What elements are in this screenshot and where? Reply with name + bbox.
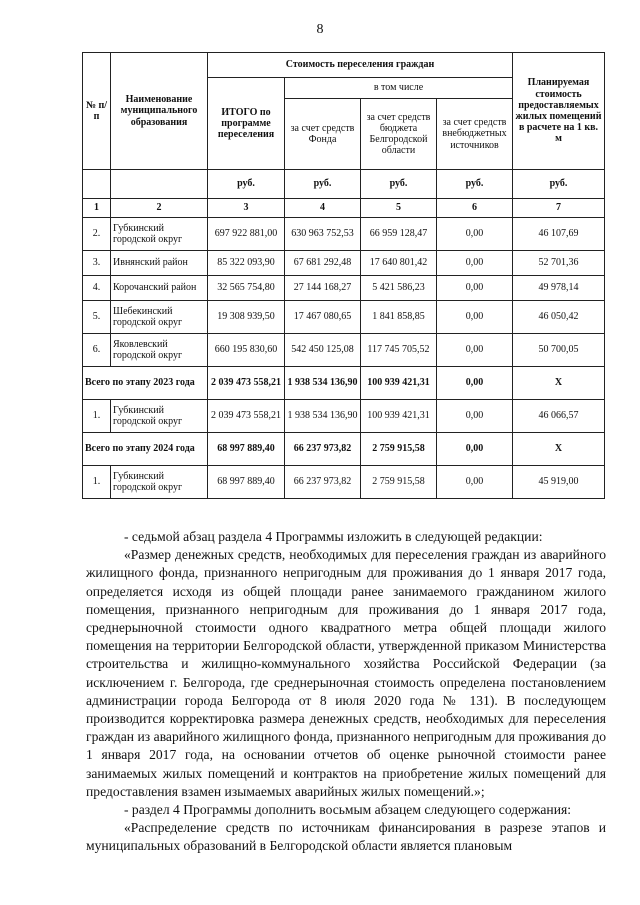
table-row xyxy=(83,218,605,251)
row-num: 5. xyxy=(83,301,111,334)
stage-total: 68 997 889,40 xyxy=(208,433,285,466)
row-regional: 100 939 421,31 xyxy=(361,400,437,433)
row-num: 3. xyxy=(83,251,111,276)
row-name: Губкинский городской округ xyxy=(111,400,208,433)
header-including: в том числе xyxy=(285,78,513,99)
col-number: 2 xyxy=(111,199,208,218)
row-regional: 17 640 801,42 xyxy=(361,251,437,276)
row-fund: 67 681 292,48 xyxy=(285,251,361,276)
col-number: 7 xyxy=(513,199,605,218)
row-regional: 66 959 128,47 xyxy=(361,218,437,251)
table-row xyxy=(83,466,605,499)
row-extra: 0,00 xyxy=(437,218,513,251)
header-total: ИТОГО по программе переселения xyxy=(208,78,285,170)
column-number-row xyxy=(83,199,605,218)
header-planned: Планируемая стоимость предоставляемых жилых помещений в расчете на 1 кв. м xyxy=(513,53,605,170)
table-row xyxy=(83,334,605,367)
row-planned: 46 107,69 xyxy=(513,218,605,251)
row-num: 1. xyxy=(83,400,111,433)
stage-planned: Х xyxy=(513,433,605,466)
stage-regional: 100 939 421,31 xyxy=(361,367,437,400)
row-extra: 0,00 xyxy=(437,466,513,499)
col-number: 6 xyxy=(437,199,513,218)
row-regional: 2 759 915,58 xyxy=(361,466,437,499)
paragraph: - седьмой абзац раздела 4 Программы изложить в следующей редакции: xyxy=(124,529,543,544)
stage-label: Всего по этапу 2023 года xyxy=(83,367,208,400)
col-number: 3 xyxy=(208,199,285,218)
header-regional: за счет средств бюджета Белгородской области xyxy=(361,99,437,170)
header-row-1 xyxy=(83,53,605,78)
row-total: 660 195 830,60 xyxy=(208,334,285,367)
row-total: 19 308 939,50 xyxy=(208,301,285,334)
row-fund: 542 450 125,08 xyxy=(285,334,361,367)
row-extra: 0,00 xyxy=(437,301,513,334)
paragraph: «Размер денежных средств, необходимых для переселения граждан из аварийного жилищного фонда, признанного непригодным для проживания до 1 января 2017 года, определяется исходя из общей площади ранее занимаемого гражданином жилого помещения, признанного непригодным для проживания до 1 января 2017 года, среднерыночной стоимости одного квадратного метра общей площади жилого помещения на территории Белгородской области, утвержденной приказом Министерства строительства и жилищно-коммунального хозяйства Российской Федерации (за исключением г. Белгорода, где среднерыночная стоимость определена постановлением администрации города Белгорода от 8 июля 2020 года № 131). В последующем производится корректировка размера денежных средств, необходимых для переселения граждан из аварийного жилищного фонда, признанного непригодным для проживания до 1 января 2017 года, на основании отчетов об оценке рыночной стоимости ранее занимаемых жилых помещений и контрактов на приобретение жилых помещений для предоставления взамен изымаемых аварийных жилых помещений.»; xyxy=(86,547,606,799)
row-regional: 117 745 705,52 xyxy=(361,334,437,367)
row-fund: 17 467 080,65 xyxy=(285,301,361,334)
row-name: Ивнянский район xyxy=(111,251,208,276)
unit-cell: руб. xyxy=(208,170,285,199)
stage-fund: 1 938 534 136,90 xyxy=(285,367,361,400)
row-total: 85 322 093,90 xyxy=(208,251,285,276)
row-fund: 66 237 973,82 xyxy=(285,466,361,499)
stage-extra: 0,00 xyxy=(437,367,513,400)
col-number: 5 xyxy=(361,199,437,218)
row-extra: 0,00 xyxy=(437,251,513,276)
col-number: 4 xyxy=(285,199,361,218)
row-extra: 0,00 xyxy=(437,276,513,301)
body-text xyxy=(86,528,606,856)
row-name: Губкинский городской округ xyxy=(111,218,208,251)
row-planned: 46 050,42 xyxy=(513,301,605,334)
row-planned: 45 919,00 xyxy=(513,466,605,499)
row-total: 697 922 881,00 xyxy=(208,218,285,251)
row-regional: 1 841 858,85 xyxy=(361,301,437,334)
row-num: 2. xyxy=(83,218,111,251)
table-row xyxy=(83,251,605,276)
row-extra: 0,00 xyxy=(437,334,513,367)
row-fund: 630 963 752,53 xyxy=(285,218,361,251)
row-fund: 1 938 534 136,90 xyxy=(285,400,361,433)
row-name: Яковлевский городской округ xyxy=(111,334,208,367)
stage-regional: 2 759 915,58 xyxy=(361,433,437,466)
unit-cell: руб. xyxy=(285,170,361,199)
unit-cell: руб. xyxy=(513,170,605,199)
row-total: 68 997 889,40 xyxy=(208,466,285,499)
header-num: № п/п xyxy=(83,53,111,170)
row-total: 2 039 473 558,21 xyxy=(208,400,285,433)
row-planned: 49 978,14 xyxy=(513,276,605,301)
header-cost-group: Стоимость переселения граждан xyxy=(208,53,513,78)
col-number: 1 xyxy=(83,199,111,218)
row-planned: 50 700,05 xyxy=(513,334,605,367)
row-name: Шебекинский городской округ xyxy=(111,301,208,334)
paragraph: - раздел 4 Программы дополнить восьмым абзацем следующего содержания: xyxy=(124,802,571,818)
row-total: 32 565 754,80 xyxy=(208,276,285,301)
table-row xyxy=(83,400,605,433)
paragraph: «Распределение средств по источникам финансирования в разрезе этапов и муниципальных образований в Белгородской области является плановым xyxy=(86,820,606,854)
row-num: 1. xyxy=(83,466,111,499)
row-name: Губкинский городской округ xyxy=(111,466,208,499)
stage-extra: 0,00 xyxy=(437,433,513,466)
row-planned: 52 701,36 xyxy=(513,251,605,276)
row-extra: 0,00 xyxy=(437,400,513,433)
table-row xyxy=(83,301,605,334)
unit-cell: руб. xyxy=(361,170,437,199)
stage-total-row-2024 xyxy=(83,433,605,466)
stage-fund: 66 237 973,82 xyxy=(285,433,361,466)
row-name: Корочанский район xyxy=(111,276,208,301)
row-fund: 27 144 168,27 xyxy=(285,276,361,301)
header-fund: за счет средств Фонда xyxy=(285,99,361,170)
table-row xyxy=(83,276,605,301)
header-extra: за счет средств внебюджетных источников xyxy=(437,99,513,170)
stage-planned: Х xyxy=(513,367,605,400)
unit-cell: руб. xyxy=(437,170,513,199)
row-regional: 5 421 586,23 xyxy=(361,276,437,301)
units-row xyxy=(83,170,605,199)
stage-label: Всего по этапу 2024 года xyxy=(83,433,208,466)
row-planned: 46 066,57 xyxy=(513,400,605,433)
stage-total-row-2023 xyxy=(83,367,605,400)
header-municipality: Наименование муниципального образования xyxy=(111,53,208,170)
stage-total: 2 039 473 558,21 xyxy=(208,367,285,400)
resettlement-cost-table xyxy=(82,52,605,499)
row-num: 6. xyxy=(83,334,111,367)
page-number: 8 xyxy=(316,22,324,37)
row-num: 4. xyxy=(83,276,111,301)
